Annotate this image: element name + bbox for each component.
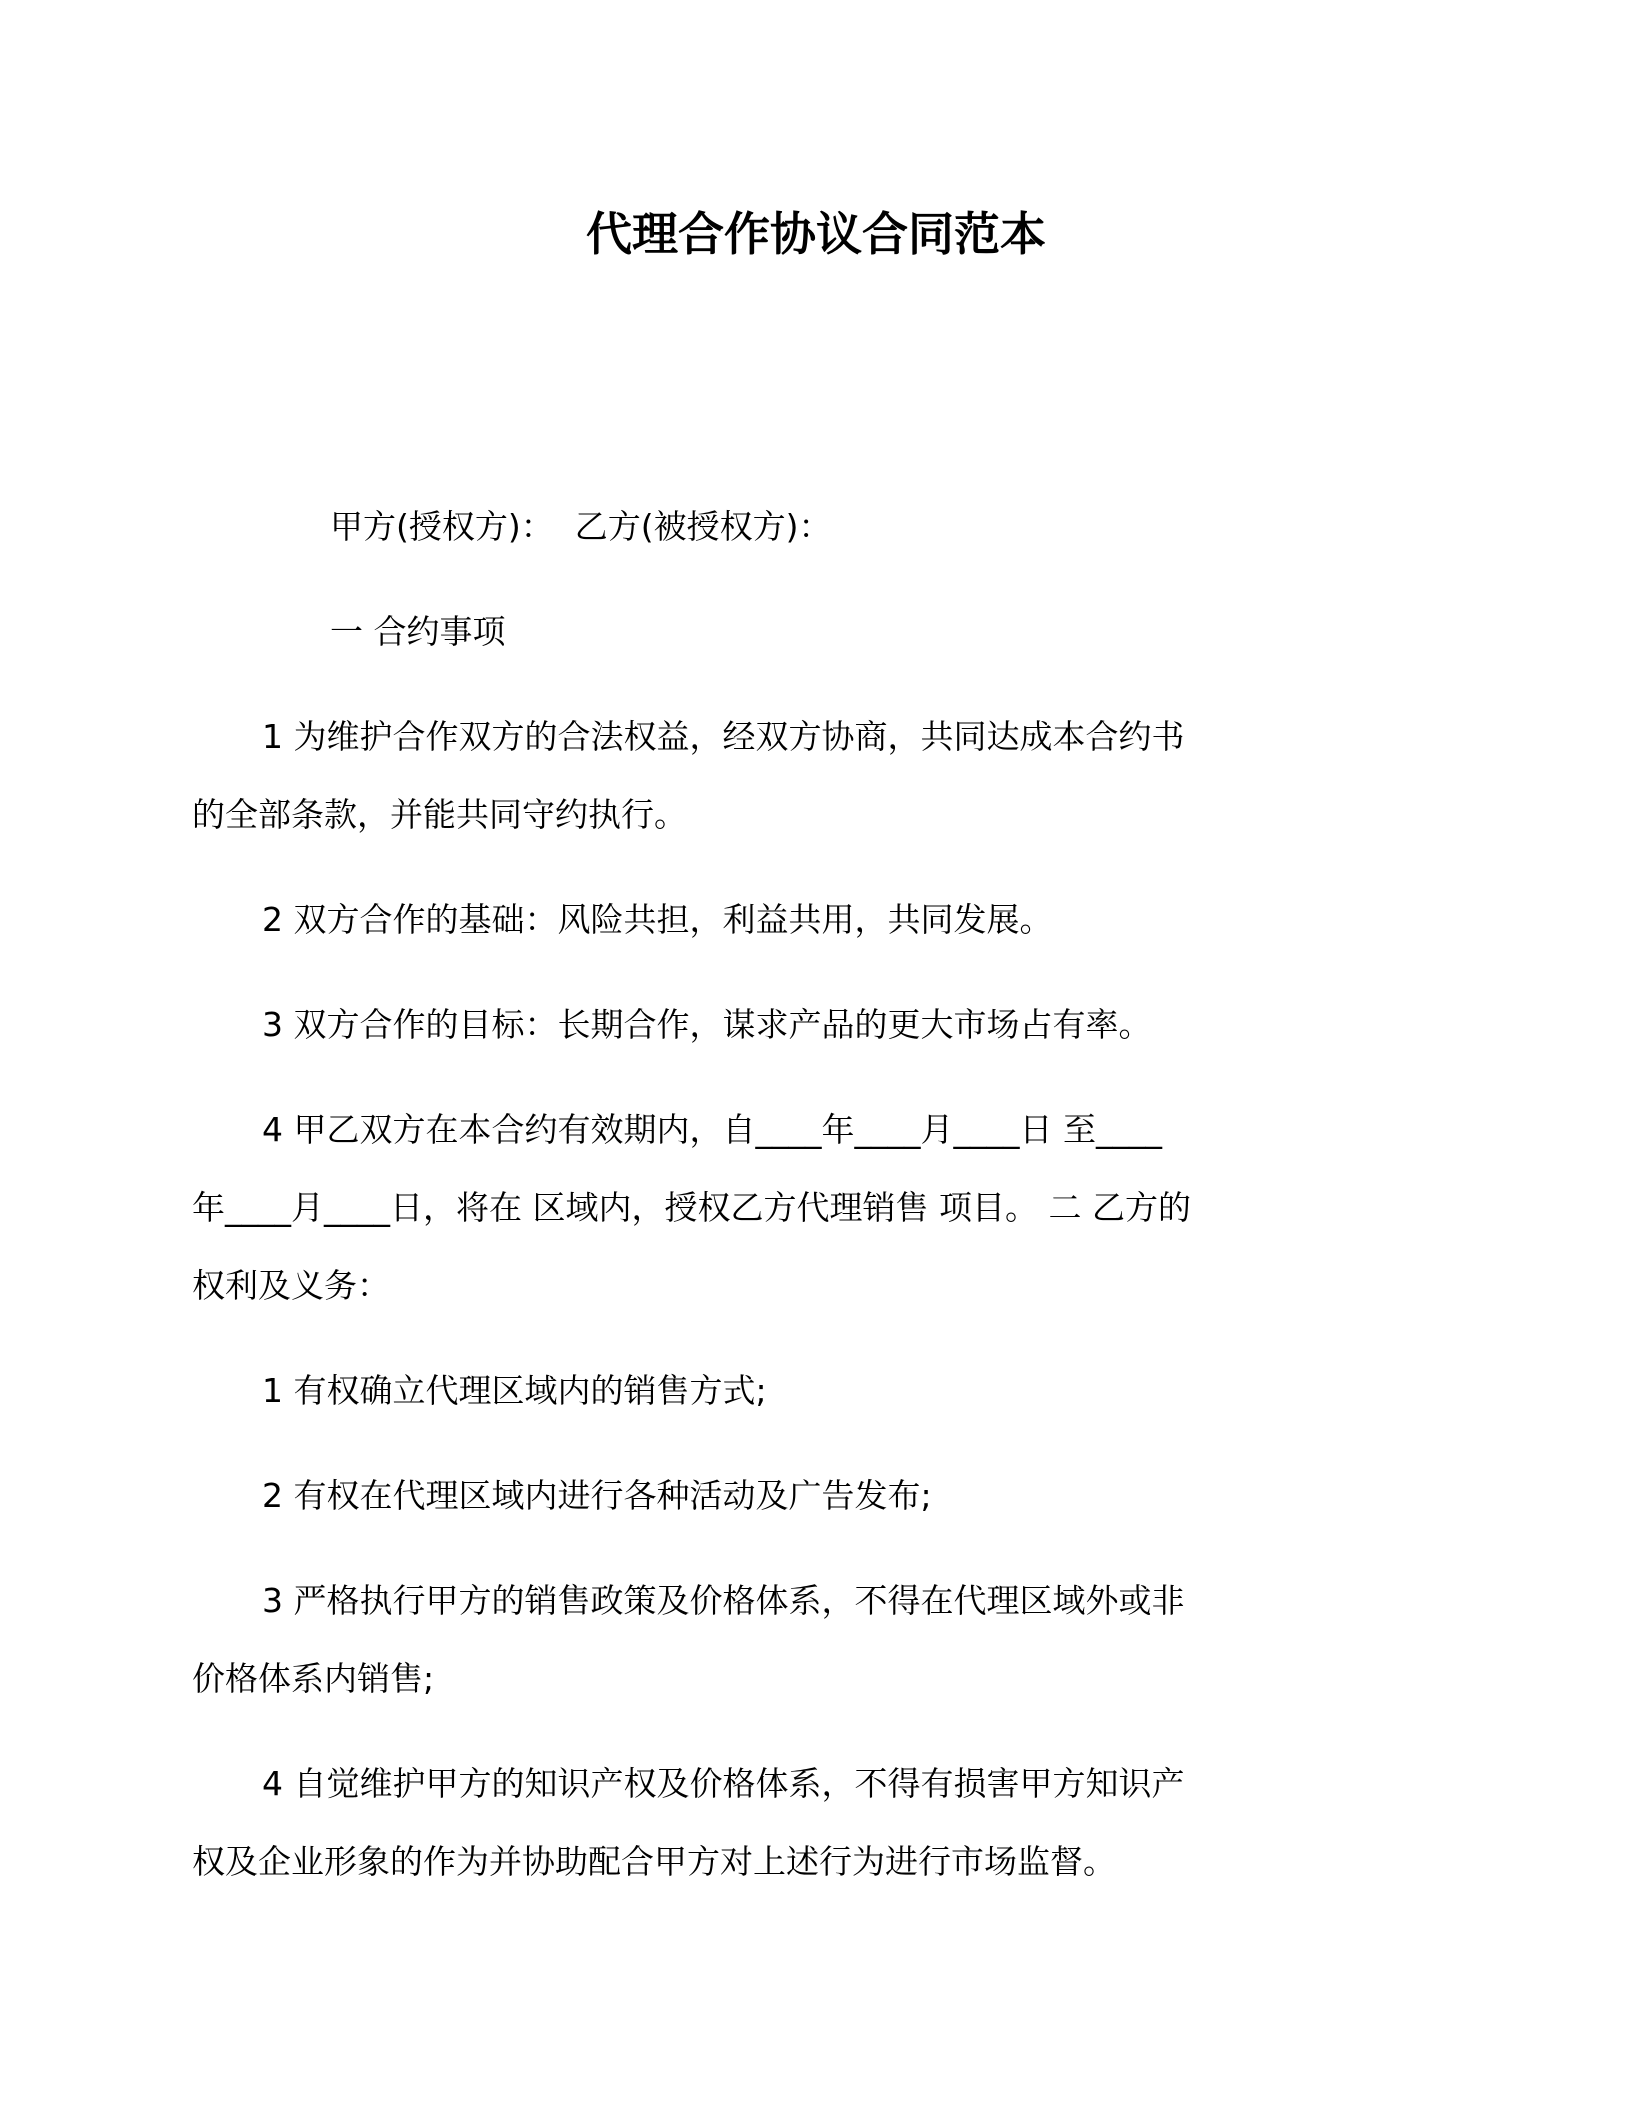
paragraph <box>192 1562 1440 1718</box>
paragraph <box>192 488 1440 566</box>
paragraph-line: 权利及义务： <box>192 1266 390 1305</box>
paragraph <box>192 593 1440 671</box>
paragraph <box>192 1745 1440 1901</box>
paragraph-line: 1 有权确立代理区域内的销售方式; <box>262 1371 767 1410</box>
paragraph <box>192 698 1440 854</box>
paragraph-line: 价格体系内销售; <box>192 1659 435 1698</box>
paragraph-line: 4 甲乙双方在本合约有效期内，自____年____月____日 至____ <box>262 1110 1162 1149</box>
paragraph-line: 一 合约事项 <box>330 612 506 651</box>
paragraph-line: 3 严格执行甲方的销售政策及价格体系，不得在代理区域外或非 <box>262 1581 1185 1620</box>
paragraph-line: 甲方(授权方)： 乙方(被授权方)： <box>330 507 832 546</box>
paragraph <box>192 1457 1440 1535</box>
paragraph-line: 的全部条款，并能共同守约执行。 <box>192 795 687 834</box>
paragraph-line: 3 双方合作的目标：长期合作，谋求产品的更大市场占有率。 <box>262 1005 1152 1044</box>
paragraph-line: 1 为维护合作双方的合法权益，经双方协商，共同达成本合约书 <box>262 717 1185 756</box>
paragraph-line: 2 有权在代理区域内进行各种活动及广告发布; <box>262 1476 932 1515</box>
paragraph-line: 年____月____日，将在 区域内，授权乙方代理销售 项目。 二 乙方的 <box>192 1188 1191 1227</box>
paragraph-line: 权及企业形象的作为并协助配合甲方对上述行为进行市场监督。 <box>192 1842 1116 1881</box>
paragraph <box>192 1352 1440 1430</box>
paragraph-line: 2 双方合作的基础：风险共担，利益共用，共同发展。 <box>262 900 1053 939</box>
document-title: 代理合作协议合同范本 <box>586 207 1046 261</box>
paragraph <box>192 881 1440 959</box>
paragraph-line: 4 自觉维护甲方的知识产权及价格体系，不得有损害甲方知识产 <box>262 1764 1185 1803</box>
paragraph <box>192 986 1440 1064</box>
paragraph <box>192 1091 1440 1325</box>
